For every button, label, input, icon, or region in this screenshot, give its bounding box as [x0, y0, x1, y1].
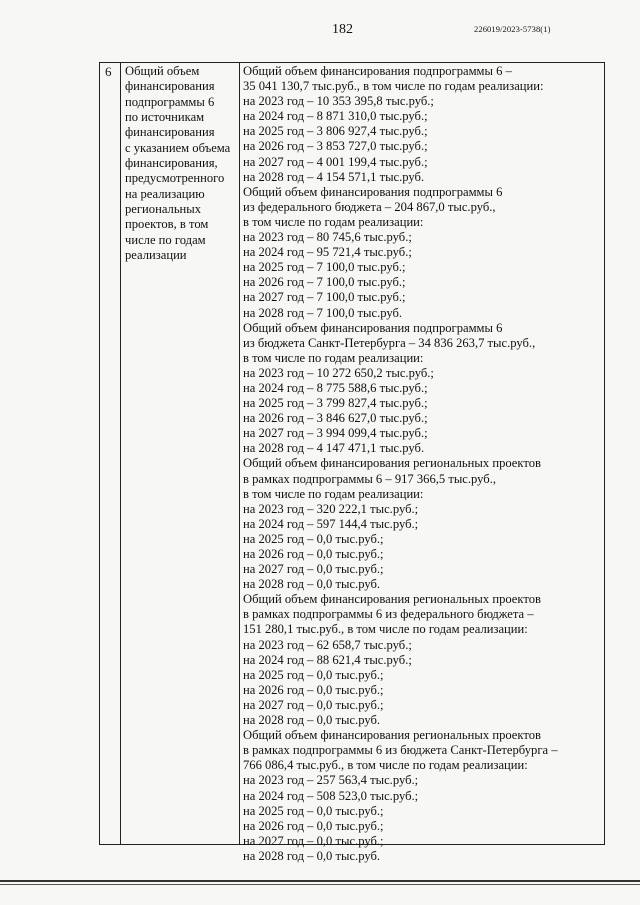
column-divider	[239, 63, 240, 844]
value-line: в рамках подпрограммы 6 из бюджета Санкт-Петербурга –	[243, 743, 558, 758]
value-line: Общий объем финансирования подпрограммы 6 –	[243, 64, 512, 78]
value-line: на 2023 год – 62 658,7 тыс.руб.;	[243, 637, 412, 652]
page-number: 182	[332, 22, 353, 37]
value-line: на 2026 год – 0,0 тыс.руб.;	[243, 818, 384, 833]
value-line: в том числе по годам реализации:	[243, 350, 424, 365]
value-line: на 2023 год – 257 563,4 тыс.руб.;	[243, 773, 419, 788]
name-line: региональных	[125, 202, 202, 217]
value-line: на 2027 год – 4 001 199,4 тыс.руб.;	[243, 154, 428, 169]
value-line: на 2026 год – 3 846 627,0 тыс.руб.;	[243, 411, 428, 426]
value-line: на 2027 год – 0,0 тыс.руб.;	[243, 833, 384, 848]
value-line: из бюджета Санкт-Петербурга – 34 836 263,7 тыс.руб.,	[243, 335, 536, 350]
name-line: на реализацию	[125, 186, 205, 201]
name-line: финансирования,	[125, 156, 218, 171]
value-line: на 2027 год – 3 994 099,4 тыс.руб.;	[243, 426, 428, 441]
value-line: на 2028 год – 7 100,0 тыс.руб.	[243, 305, 403, 320]
value-line: на 2028 год – 0,0 тыс.руб.	[243, 577, 381, 592]
value-line: на 2024 год – 8 775 588,6 тыс.руб.;	[243, 380, 428, 395]
value-line: Общий объем финансирования региональных проектов	[243, 456, 541, 471]
value-line: на 2024 год – 8 871 310,0 тыс.руб.;	[243, 109, 428, 124]
value-line: Общий объем финансирования региональных проектов	[243, 728, 541, 743]
row-number: 6	[105, 64, 112, 79]
value-line: на 2026 год – 0,0 тыс.руб.;	[243, 682, 384, 697]
value-line: 766 086,4 тыс.руб., в том числе по годам реализации:	[243, 758, 528, 773]
value-line: на 2026 год – 3 853 727,0 тыс.руб.;	[243, 139, 428, 154]
value-line: в рамках подпрограммы 6 – 917 366,5 тыс.руб.,	[243, 471, 497, 486]
name-line: предусмотренного	[125, 171, 225, 186]
value-line: Общий объем финансирования подпрограммы 6	[243, 320, 503, 335]
value-line: на 2028 год – 4 154 571,1 тыс.руб.	[243, 169, 425, 184]
row-values-cell	[243, 64, 603, 864]
value-line: на 2024 год – 95 721,4 тыс.руб.;	[243, 245, 412, 260]
value-line: на 2027 год – 0,0 тыс.руб.;	[243, 697, 384, 712]
value-line: 35 041 130,7 тыс.руб., в том числе по годам реализации:	[243, 79, 544, 94]
value-line: на 2028 год – 0,0 тыс.руб.	[243, 848, 381, 863]
value-line: на 2025 год – 0,0 тыс.руб.;	[243, 667, 384, 682]
value-line: на 2025 год – 7 100,0 тыс.руб.;	[243, 260, 406, 275]
name-line: с указанием объема	[125, 140, 231, 155]
name-line: по источникам	[125, 110, 205, 125]
value-line: Общий объем финансирования региональных проектов	[243, 592, 541, 607]
name-line: числе по годам	[125, 232, 206, 247]
value-line: на 2025 год – 3 806 927,4 тыс.руб.;	[243, 124, 428, 139]
name-line: финансирования	[125, 79, 215, 94]
bottom-rule	[0, 880, 640, 882]
value-line: на 2023 год – 80 745,6 тыс.руб.;	[243, 230, 412, 245]
name-line: подпрограммы 6	[125, 94, 215, 109]
value-line: в рамках подпрограммы 6 из федерального бюджета –	[243, 607, 534, 622]
value-line: на 2024 год – 597 144,4 тыс.руб.;	[243, 516, 419, 531]
value-line: на 2025 год – 0,0 тыс.руб.;	[243, 531, 384, 546]
value-line: на 2028 год – 4 147 471,1 тыс.руб.	[243, 441, 425, 456]
value-line: на 2027 год – 7 100,0 тыс.руб.;	[243, 290, 406, 305]
value-line: на 2025 год – 0,0 тыс.руб.;	[243, 803, 384, 818]
name-line: Общий объем	[125, 64, 200, 78]
value-line: Общий объем финансирования подпрограммы 6	[243, 184, 503, 199]
value-line: на 2027 год – 0,0 тыс.руб.;	[243, 562, 384, 577]
bottom-rule	[0, 884, 640, 885]
value-line: на 2023 год – 10 272 650,2 тыс.руб.;	[243, 365, 434, 380]
value-line: на 2023 год – 320 222,1 тыс.руб.;	[243, 501, 419, 516]
value-line: в том числе по годам реализации:	[243, 214, 424, 229]
name-line: проектов, в том	[125, 217, 209, 232]
column-divider	[120, 63, 121, 844]
value-line: на 2023 год – 10 353 395,8 тыс.руб.;	[243, 94, 434, 109]
value-line: в том числе по годам реализации:	[243, 486, 424, 501]
value-line: на 2028 год – 0,0 тыс.руб.	[243, 713, 381, 728]
name-line: финансирования	[125, 125, 215, 140]
financing-table	[99, 62, 605, 863]
value-line: на 2026 год – 7 100,0 тыс.руб.;	[243, 275, 406, 290]
value-line: на 2024 год – 508 523,0 тыс.руб.;	[243, 788, 419, 803]
value-line: из федерального бюджета – 204 867,0 тыс.руб.,	[243, 199, 496, 214]
value-line: на 2025 год – 3 799 827,4 тыс.руб.;	[243, 396, 428, 411]
document-code: 226019/2023-5738(1)	[474, 24, 551, 34]
value-line: на 2026 год – 0,0 тыс.руб.;	[243, 547, 384, 561]
row-name-cell	[125, 64, 239, 263]
name-line: реализации	[125, 248, 187, 263]
value-line: на 2024 год – 88 621,4 тыс.руб.;	[243, 652, 412, 667]
value-line: 151 280,1 тыс.руб., в том числе по годам реализации:	[243, 622, 528, 637]
